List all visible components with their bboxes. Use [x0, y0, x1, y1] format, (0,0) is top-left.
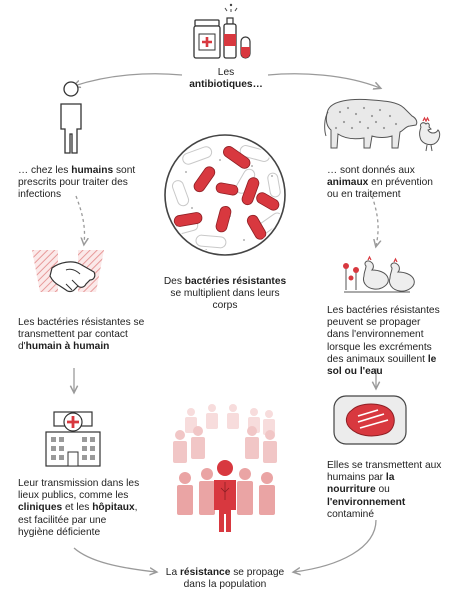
- bacteria-text: Des bactéries résistantes se multiplient dans leurs corps: [163, 276, 287, 312]
- food-text: Elles se transmettent aux humains par la nourriture ou l'environnement contaminé: [327, 460, 442, 520]
- human-contact-text: Les bactéries résistantes se transmettent par contact d'humain à humain: [18, 317, 145, 353]
- human-icon: [61, 82, 81, 153]
- environment-text: Les bactéries résistantes peuvent se propager dans l'environnement lorsque les excréments des animaux souillent le sol ou l'eau: [327, 305, 440, 378]
- animals-text: … sont donnés aux animaux en prévention ou en traitement: [327, 165, 433, 201]
- cow-icon: [325, 99, 417, 148]
- chickens-icon: [343, 257, 414, 292]
- antibiotics-label: Les antibiotiques…: [189, 67, 263, 91]
- crowd-icon: [173, 404, 277, 532]
- medicine-icon: [194, 4, 250, 58]
- meat-icon: [334, 396, 406, 444]
- hospital-text: Leur transmission dans les lieux publics, comme les cliniques et les hôpitaux, est facilitée par une hygiène déficiente: [18, 478, 140, 538]
- humans-text: … chez les humains sont prescrits pour traiter des infections: [18, 165, 136, 201]
- population-text: La résistance se propage dans la population: [165, 567, 285, 591]
- handshake-icon: [32, 250, 104, 292]
- hospital-icon: [46, 412, 100, 466]
- bacteria-icon: [165, 135, 285, 255]
- rooster-icon: [420, 118, 440, 151]
